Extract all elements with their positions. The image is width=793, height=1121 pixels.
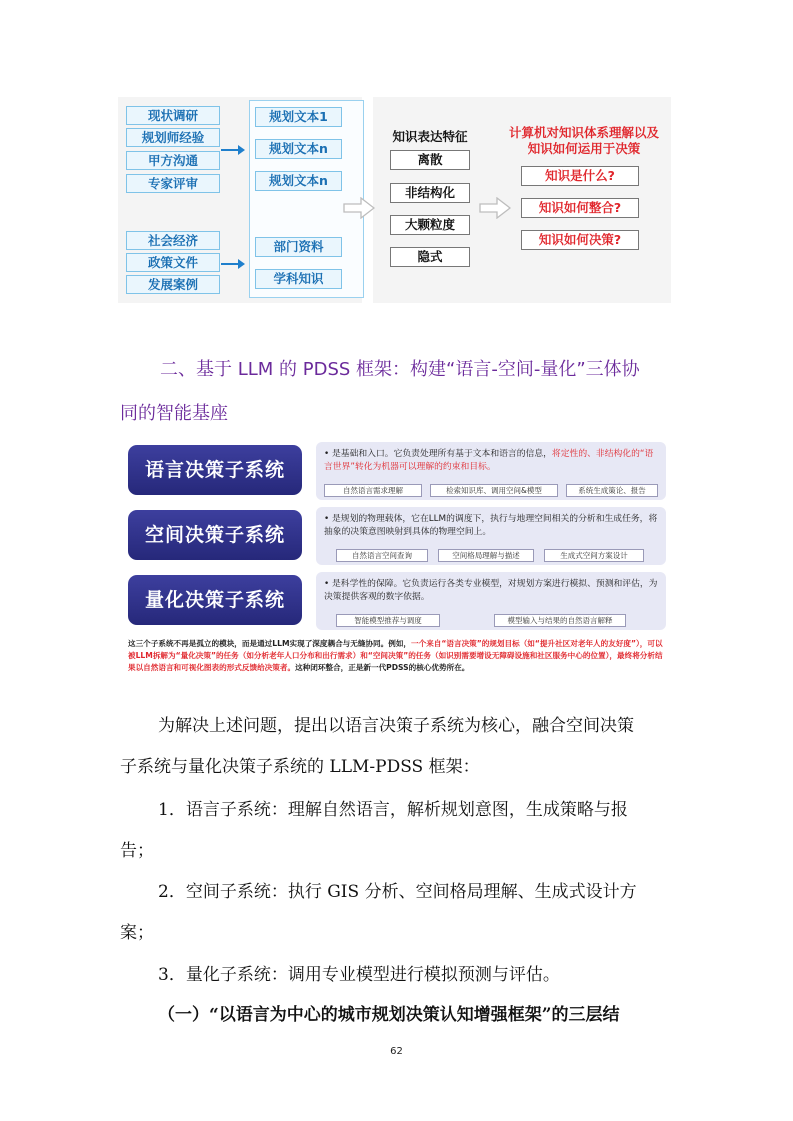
questions-title-line2: 知识如何运用于决策 <box>527 141 641 156</box>
system-pill: 量化决策子系统 <box>128 575 302 625</box>
feature-box: 隐式 <box>390 247 470 267</box>
figure-note-highlight: 一个来自“语言决策”的规划目标（如“提升社区对老年人的友好度”），可以被LLM拆解为“量化决策”的任务（如分析老年人口分布和出行需求）和“空间决策”的任务（如识别需要增设无障碍设施和社区服务中心的位置），最终将分析结果以自然语言和可视化图表的形式反馈给决策者。 <box>128 639 663 672</box>
source-box: 规划师经验 <box>126 128 220 147</box>
figure-note-conclusion: 这种闭环整合，正是新一代PDSS的核心优势所在。 <box>295 663 470 672</box>
feature-box: 离散 <box>390 150 470 170</box>
arrow-right-icon <box>221 263 239 265</box>
section-heading-line2: 同的智能基座 <box>120 403 228 424</box>
system-tag: 智能模型推荐与调度 <box>336 614 440 627</box>
figure-note-text: 这三个子系统不再是孤立的模块，而是通过LLM实现了深度耦合与无缝协同。例如， <box>128 639 412 648</box>
list-item: 3．量化子系统：调用专业模型进行模拟预测与评估。 <box>158 965 560 985</box>
questions-title <box>490 125 678 157</box>
source-box: 发展案例 <box>126 275 220 294</box>
source-box: 政策文件 <box>126 253 220 272</box>
figure-note <box>128 638 668 674</box>
system-panel <box>316 507 666 565</box>
hollow-arrow-icon <box>343 197 375 219</box>
source-box: 社会经济 <box>126 231 220 250</box>
system-panel <box>316 572 666 630</box>
source-box: 现状调研 <box>126 106 220 125</box>
feature-box: 非结构化 <box>390 183 470 203</box>
system-tag: 生成式空间方案设计 <box>544 549 644 562</box>
list-item-continuation: 案； <box>120 923 154 943</box>
list-item: 1．语言子系统：理解自然语言，解析规划意图，生成策略与报 <box>158 800 628 820</box>
paragraph-line: 子系统与量化决策子系统的 LLM-PDSS 框架： <box>120 757 480 777</box>
page-number: 62 <box>390 1046 403 1057</box>
system-description <box>324 578 660 604</box>
question-box: 知识如何整合? <box>521 198 639 218</box>
system-tag: 模型输入与结果的自然语言解释 <box>494 614 626 627</box>
system-pill: 语言决策子系统 <box>128 445 302 495</box>
knowledge-figure <box>118 95 680 305</box>
pdss-subsystems-figure <box>118 437 678 695</box>
feature-box: 大颗粒度 <box>390 215 470 235</box>
system-description-text: • 是基础和入口。它负责处理所有基于文本和语言的信息， <box>324 449 552 459</box>
section-heading-line1: 二、基于 LLM 的 PDSS 框架：构建“语言-空间-量化”三体协 <box>160 359 640 380</box>
features-title: 知识表达特征 <box>392 129 468 144</box>
text-box: 规划文本1 <box>255 107 342 127</box>
question-box: 知识是什么? <box>521 166 639 186</box>
system-description <box>324 513 660 539</box>
source-box: 专家评审 <box>126 174 220 193</box>
system-pill: 空间决策子系统 <box>128 510 302 560</box>
source-box: 甲方沟通 <box>126 151 220 170</box>
system-tag: 检索知识库、调用空间&模型 <box>430 484 558 497</box>
question-box: 知识如何决策? <box>521 230 639 250</box>
list-item-continuation: 告； <box>120 841 154 861</box>
paragraph-line: 为解决上述问题，提出以语言决策子系统为核心，融合空间决策 <box>158 716 634 736</box>
text-box: 学科知识 <box>255 269 342 289</box>
system-description <box>324 448 660 474</box>
list-item: 2．空间子系统：执行 GIS 分析、空间格局理解、生成式设计方 <box>158 882 637 902</box>
system-tag: 系统生成策论、报告 <box>566 484 658 497</box>
text-box: 规划文本n <box>255 171 342 191</box>
system-description-highlight: 将定性的、非结构化的“语言世界”转化为机器可以理解的约束和目标。 <box>324 449 654 472</box>
questions-title-line1: 计算机对知识体系理解以及 <box>508 125 659 140</box>
hollow-arrow-icon <box>479 197 511 219</box>
system-tag: 自然语言空间查询 <box>336 549 428 562</box>
subsection-heading: （一）“以语言为中心的城市规划决策认知增强框架”的三层结 <box>158 1005 620 1025</box>
text-box: 规划文本n <box>255 139 342 159</box>
system-tag: 自然语言需求理解 <box>324 484 422 497</box>
system-panel <box>316 442 666 500</box>
arrow-right-icon <box>221 149 239 151</box>
system-description-text: • 是科学性的保障。它负责运行各类专业模型，对规划方案进行模拟、预测和评估，为决策提供客观的数字依据。 <box>324 579 658 602</box>
text-box: 部门资料 <box>255 237 342 257</box>
system-tag: 空间格局理解与描述 <box>438 549 534 562</box>
system-description-text: • 是规划的物理载体，它在LLM的调度下，执行与地理空间相关的分析和生成任务，将抽象的决策意图映射到具体的物理空间上。 <box>324 514 658 537</box>
